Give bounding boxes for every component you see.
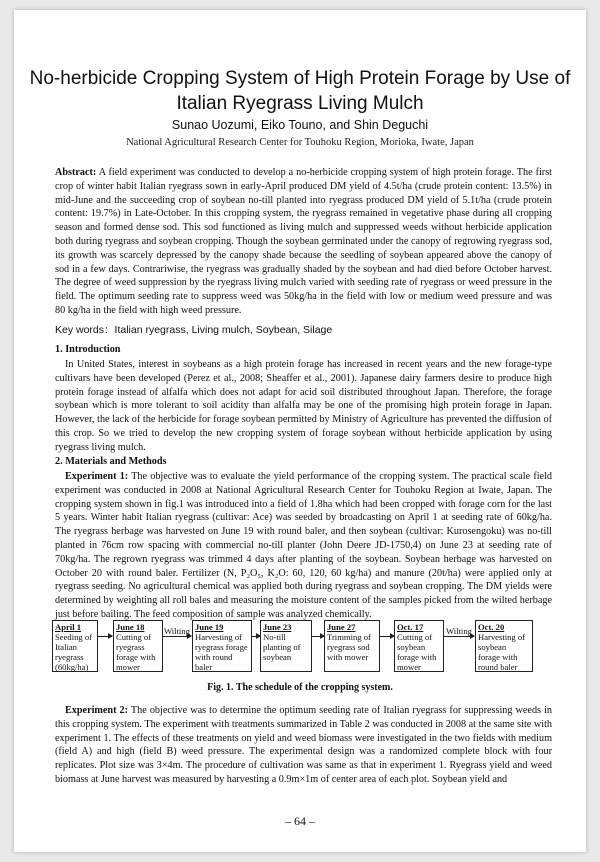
affiliation: National Agricultural Research Center for Touhoku Region, Morioka, Iwate, Japan [126, 137, 474, 148]
schedule-box-3 [192, 620, 252, 672]
schedule-box-7 [475, 620, 533, 672]
schedule-text-1: Seeding of Italian ryegrass (60kg/ha) [55, 632, 92, 672]
figure1-caption: Fig. 1. The schedule of the cropping system. [207, 682, 393, 693]
keywords-text: Italian ryegrass, Living mulch, Soybean, Silage [114, 324, 333, 336]
schedule-text-7: Harvesting of soybean forage with round baler [478, 632, 526, 672]
introduction-body: In United States, interest in soybeans as a high protein forage has increased in recent years and the new forage-type cultivars have been developed (Perez et al., 2008; Sheaffer et al., 2001). Japanese dairy farmers desire to produce high protein forage instead of alfalfa which does not adapt for acid soil distributed throughout Japan. Therefore, the forage soybean which is more tolerant to soil acidity than alfalfa may be one of the promising high protein forage in Japan. However, the lack of the herbicide for forage soybean permitted by Ministry of Agriculture has prevented the diffusion of this crop. So we tried to develop the new cropping system of forage soybean without herbicide application by using ryegrass living mulch. [55, 359, 552, 453]
schedule-box-5 [324, 620, 380, 672]
abstract [55, 166, 552, 318]
arrow-1 [98, 636, 112, 637]
schedule-date-2: June 18 [116, 622, 145, 632]
keywords-label: Key words： [55, 324, 115, 336]
abstract-lead: Abstract: [55, 167, 97, 178]
schedule-date-7: Oct. 20 [478, 622, 505, 632]
experiment2-body: The objective was to determine the optimum seeding rate of Italian ryegrass for suppressing weeds in this cropping system. The experiment with treatments summarized in Table 2 was conducted in 2008 at the same site with experiment 1. The effects of these treatments on yield and weed biomass were investigated in the two fields with medium (field A) and high (field B) weed pressure. The experimental design was a randomized complete block with four replicates. Plot size was 3×4m. The procedure of cultivation was same as that in experiment 1. Ryegrass yield and weed biomass at June harvest was measured by harvesting a 0.9m×1m of center area of each plot. Soybean yield and [55, 705, 552, 785]
arrow-4 [312, 636, 324, 637]
arrow-2 [163, 636, 191, 637]
schedule-date-5: June 27 [327, 622, 356, 632]
page-number: – 64 – [285, 814, 315, 828]
paper-title-line2: Italian Ryegrass Living Mulch [176, 93, 424, 114]
keywords-line [55, 322, 552, 337]
schedule-box-6 [394, 620, 444, 672]
authors: Sunao Uozumi, Eiko Touno, and Shin Deguchi [171, 118, 429, 132]
schedule-text-3: Harvesting of ryegrass forage with round baler [195, 632, 248, 672]
wilting-label-1: Wilting [164, 626, 190, 636]
experiment2-lead: Experiment 2: [65, 705, 129, 716]
paper-title-line1: No-herbicide Cropping System of High Protein Forage by Use of [29, 68, 571, 89]
schedule-box-1 [52, 620, 98, 672]
schedule-date-3: June 19 [195, 622, 224, 632]
experiment1-body: The objective was to evaluate the yield performance of the cropping system. The practical scale field experiment was conducted in 2008 at National Agricultural Research Center for Touhoku Region at Iwate, Japan. The cropping system shown in fig.1 was introduced into a field of 1.8ha which had been cropped with forage corn for the last 5 years. Winter habit Italian ryegrass (cultivar: Ace) was seeded by broadcasting on April 1 at seeding rate of 60kg/ha. The ryegrass herbage was harvested on June 19 with round baler, and then soybean (cultivar: Kurosengoku) was no-till planted in 76cm row spacing with commercial no-till planter (John Deere JD-1750,4) on June 23 at seeding rate of 70kg/ha. The regrown ryegrass was trimmed 4 days after planting of the soybean. Soybean herbage was harvested on October 20 with round baler. Fertilizer (N, P₂O₅, K₂O: 60, 120, 60 kg/ha) and manure (20t/ha) were applied only at ryegrass seeding. No agricultural chemical was applied both during ryegrass and soybean cropping. The DM yields were determined by weighting all roll bales and measuring the moisture content of the samples picked from the wilted herbage just before bailing. The feed composition of sample was analyzed chemically. [55, 471, 552, 620]
schedule-date-4: June 23 [263, 622, 292, 632]
experiment1-paragraph [55, 470, 552, 622]
section-heading-methods: 2. Materials and Methods [55, 456, 167, 467]
schedule-text-2: Cutting of ryegrass forage with mower [116, 632, 156, 672]
schedule-text-4: No-till planting of soybean [263, 632, 301, 662]
wilting-label-2: Wilting [446, 626, 472, 636]
schedule-text-6: Cutting of soybean forage with mower [397, 632, 437, 672]
schedule-date-6: Oct. 17 [397, 622, 424, 632]
schedule-date-1: April 1 [55, 622, 82, 632]
experiment2-paragraph [55, 704, 552, 787]
schedule-box-4 [260, 620, 312, 672]
schedule-box-2 [113, 620, 163, 672]
schedule-text-5: Trimming of ryegrass sod with mower [327, 632, 371, 662]
section-heading-introduction: 1. Introduction [55, 344, 121, 355]
arrow-3 [252, 636, 260, 637]
arrow-5 [380, 636, 394, 637]
arrow-6 [444, 636, 474, 637]
experiment1-lead: Experiment 1: [65, 471, 129, 482]
abstract-body: A field experiment was conducted to develop a no-herbicide cropping system of high protein forage. The first crop of winter habit Italian ryegrass sown in early-April produced DM yield of 4.5t/ha (crude protein content: 13.5%) in mid-June and the succeeding crop of soybean no-till planted into ryegrass produced DM yield of 5.1t/ha (crude protein content: 19.7%) in Late-October. In this cropping system, the ryegrass remained in vegetative phase during all cropping season and formed dense sod. This sod functioned as living mulch and suppressed weeds without herbicide application both during ryegrass and soybean cropping. Though the soybean germinated under the canopy of regrowing ryegrass sod, its growth was scarcely depressed by the canopy shade because the seedling of soybean appeared above the canopy of sod in a few days. Contrariwise, the ryegrass was gradually shaded by the soybean and had died before October harvest. The degree of weed suppression by the ryegrass living mulch varied with seeding rate of ryegrass or weed pressure in the field. The optimum seeding rate to suppress weed was 50kg/ha in the field with low or medium weed pressure and was 80 kg/ha in the field with high weed pressure. [55, 167, 552, 316]
